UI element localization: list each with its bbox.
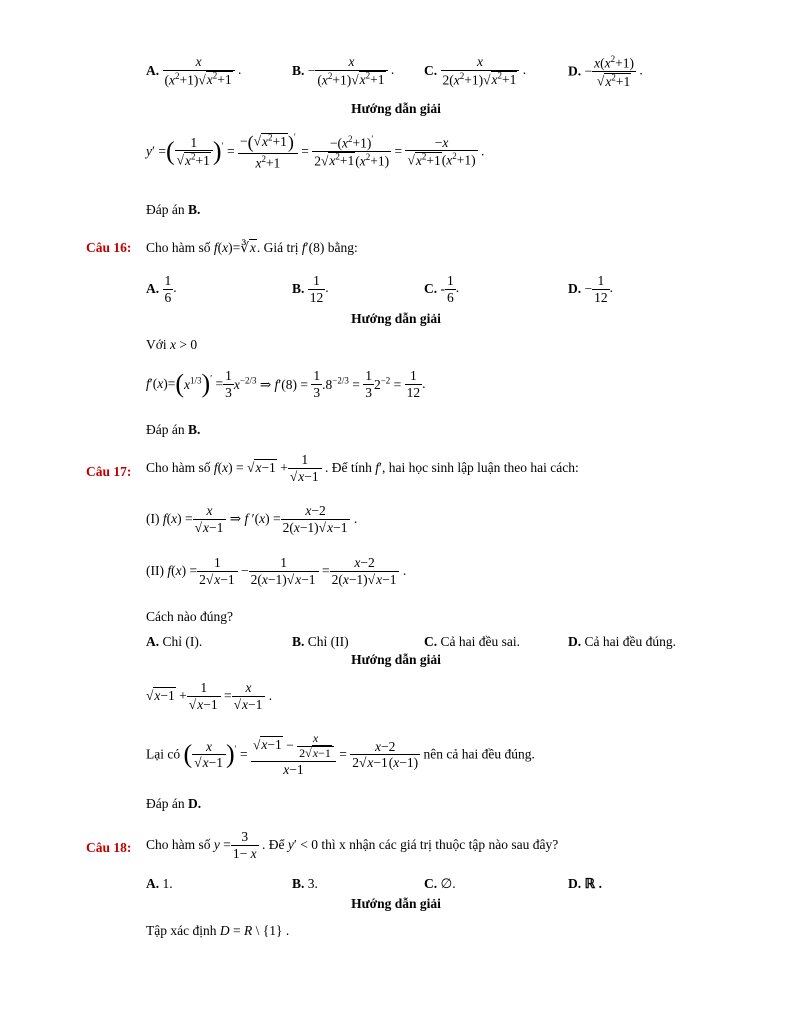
q15-choice-a[interactable]: A. $\frac{x}{(x^2+1)√x^2+1}$ . bbox=[146, 54, 242, 88]
q18-label: Câu 18: bbox=[86, 840, 132, 855]
q15-answer: Đáp án B. bbox=[146, 202, 201, 217]
q17-question: Cách nào đúng? bbox=[146, 609, 233, 624]
q16-choice-a[interactable]: A. $\frac{1}{6}$ . bbox=[146, 273, 177, 305]
q16-label: Câu 16: bbox=[86, 240, 132, 255]
q16-solution-formula: $f'(x)=(x^{1/3})'$ = $\frac{1}{3}$ $x^{-2/3}$ ⇒ f′(8) = $\frac{1}{3}$ $.8^{-2/3}$ = $\frac{1}{3}$ $2^{-2}$ = $\frac{1}{12}$ . bbox=[146, 368, 426, 400]
q15-guide-title: Hướng dẫn giải bbox=[351, 101, 441, 116]
q15-choice-c[interactable]: C. $\frac{x}{2(x^2+1)√x^2+1}$ . bbox=[424, 54, 527, 88]
q17-label: Câu 17: bbox=[86, 464, 132, 479]
q17-choice-a[interactable]: A. Chỉ (I). bbox=[146, 634, 203, 649]
q15-derivative-formula: y′ =( $\frac{1}{√x^2+1}$ )′ = $\frac{-(√x^2+1)'}{x^2+1}$ = $\frac{-(x^2+1)'}{2√x^2+1(x^2+1)}$ = $\frac{-x}{√x^2+1(x^2+1)}$ . bbox=[146, 132, 485, 171]
q16-choice-c[interactable]: C. - $\frac{1}{6}$ . bbox=[424, 273, 460, 305]
q16-condition: Với x > 0 bbox=[146, 337, 198, 352]
q18-guide-title: Hướng dẫn giải bbox=[351, 896, 441, 911]
q17-answer: Đáp án D. bbox=[146, 796, 202, 811]
q17-choice-d[interactable]: D. Cả hai đều đúng. bbox=[568, 634, 676, 649]
q18-stem: Cho hàm số y = $\frac{3}{1- x}$ . Để y′ < 0 thì x nhận các giá trị thuộc tập nào sau đây? bbox=[146, 829, 559, 861]
q17-method-2: (II) f(x) = $\frac{1}{2√x-1}$ − $\frac{1}{2(x-1)√x-1}$ = $\frac{x-2}{2(x-1)√x-1}$ . bbox=[146, 555, 407, 587]
q17-method-1: (I) f(x) = $\frac{x}{√x-1}$ ⇒ f ′(x) = $\frac{x-2}{2(x-1)√x-1}$ . bbox=[146, 503, 358, 535]
q16-choice-d[interactable]: D. − $\frac{1}{12}$ . bbox=[568, 273, 613, 305]
q15-choice-b[interactable]: B. − $\frac{x}{(x^2+1)√x^2+1}$ . bbox=[292, 54, 395, 88]
q18-choice-c[interactable]: C. ∅. bbox=[424, 876, 456, 891]
q18-choice-d[interactable]: D. ℝ . bbox=[568, 876, 602, 891]
q16-answer: Đáp án B. bbox=[146, 422, 201, 437]
q18-choice-a[interactable]: A. 1. bbox=[146, 876, 173, 891]
q17-solution-identity: √x−1 + $\frac{1}{√x-1}$ = $\frac{x}{√x-1}$ . bbox=[146, 680, 273, 712]
q16-guide-title: Hướng dẫn giải bbox=[351, 311, 441, 326]
q17-stem: Cho hàm số f(x) = √x−1 + $\frac{1}{√x-1}$ . Để tính f′, hai học sinh lập luận theo hai cách: bbox=[146, 452, 579, 484]
q18-choice-b[interactable]: B. 3. bbox=[292, 876, 318, 891]
q16-choice-b[interactable]: B. $\frac{1}{12}$ . bbox=[292, 273, 329, 305]
q17-choice-b[interactable]: B. Chỉ (II) bbox=[292, 634, 349, 649]
q17-guide-title: Hướng dẫn giải bbox=[351, 652, 441, 667]
q17-choice-c[interactable]: C. Cả hai đều sai. bbox=[424, 634, 520, 649]
q18-domain: Tập xác định D = R \ {1} . bbox=[146, 923, 290, 938]
q17-solution-derivative: Lại có ( $\frac{x}{√x-1}$ )′ = √x−1 − $\frac{x}{2√x-1}$ x−1 = $\frac{x-2}{2√x-1(x-1)}$ nên cả hai đều đúng. bbox=[146, 731, 535, 777]
q16-stem: Cho hàm số f(x)=∛x. Giá trị f′(8) bằng: bbox=[146, 240, 358, 255]
q15-choice-d[interactable]: D. − $\frac{x(x^2+1)}{√x^2+1}$ . bbox=[568, 54, 643, 89]
